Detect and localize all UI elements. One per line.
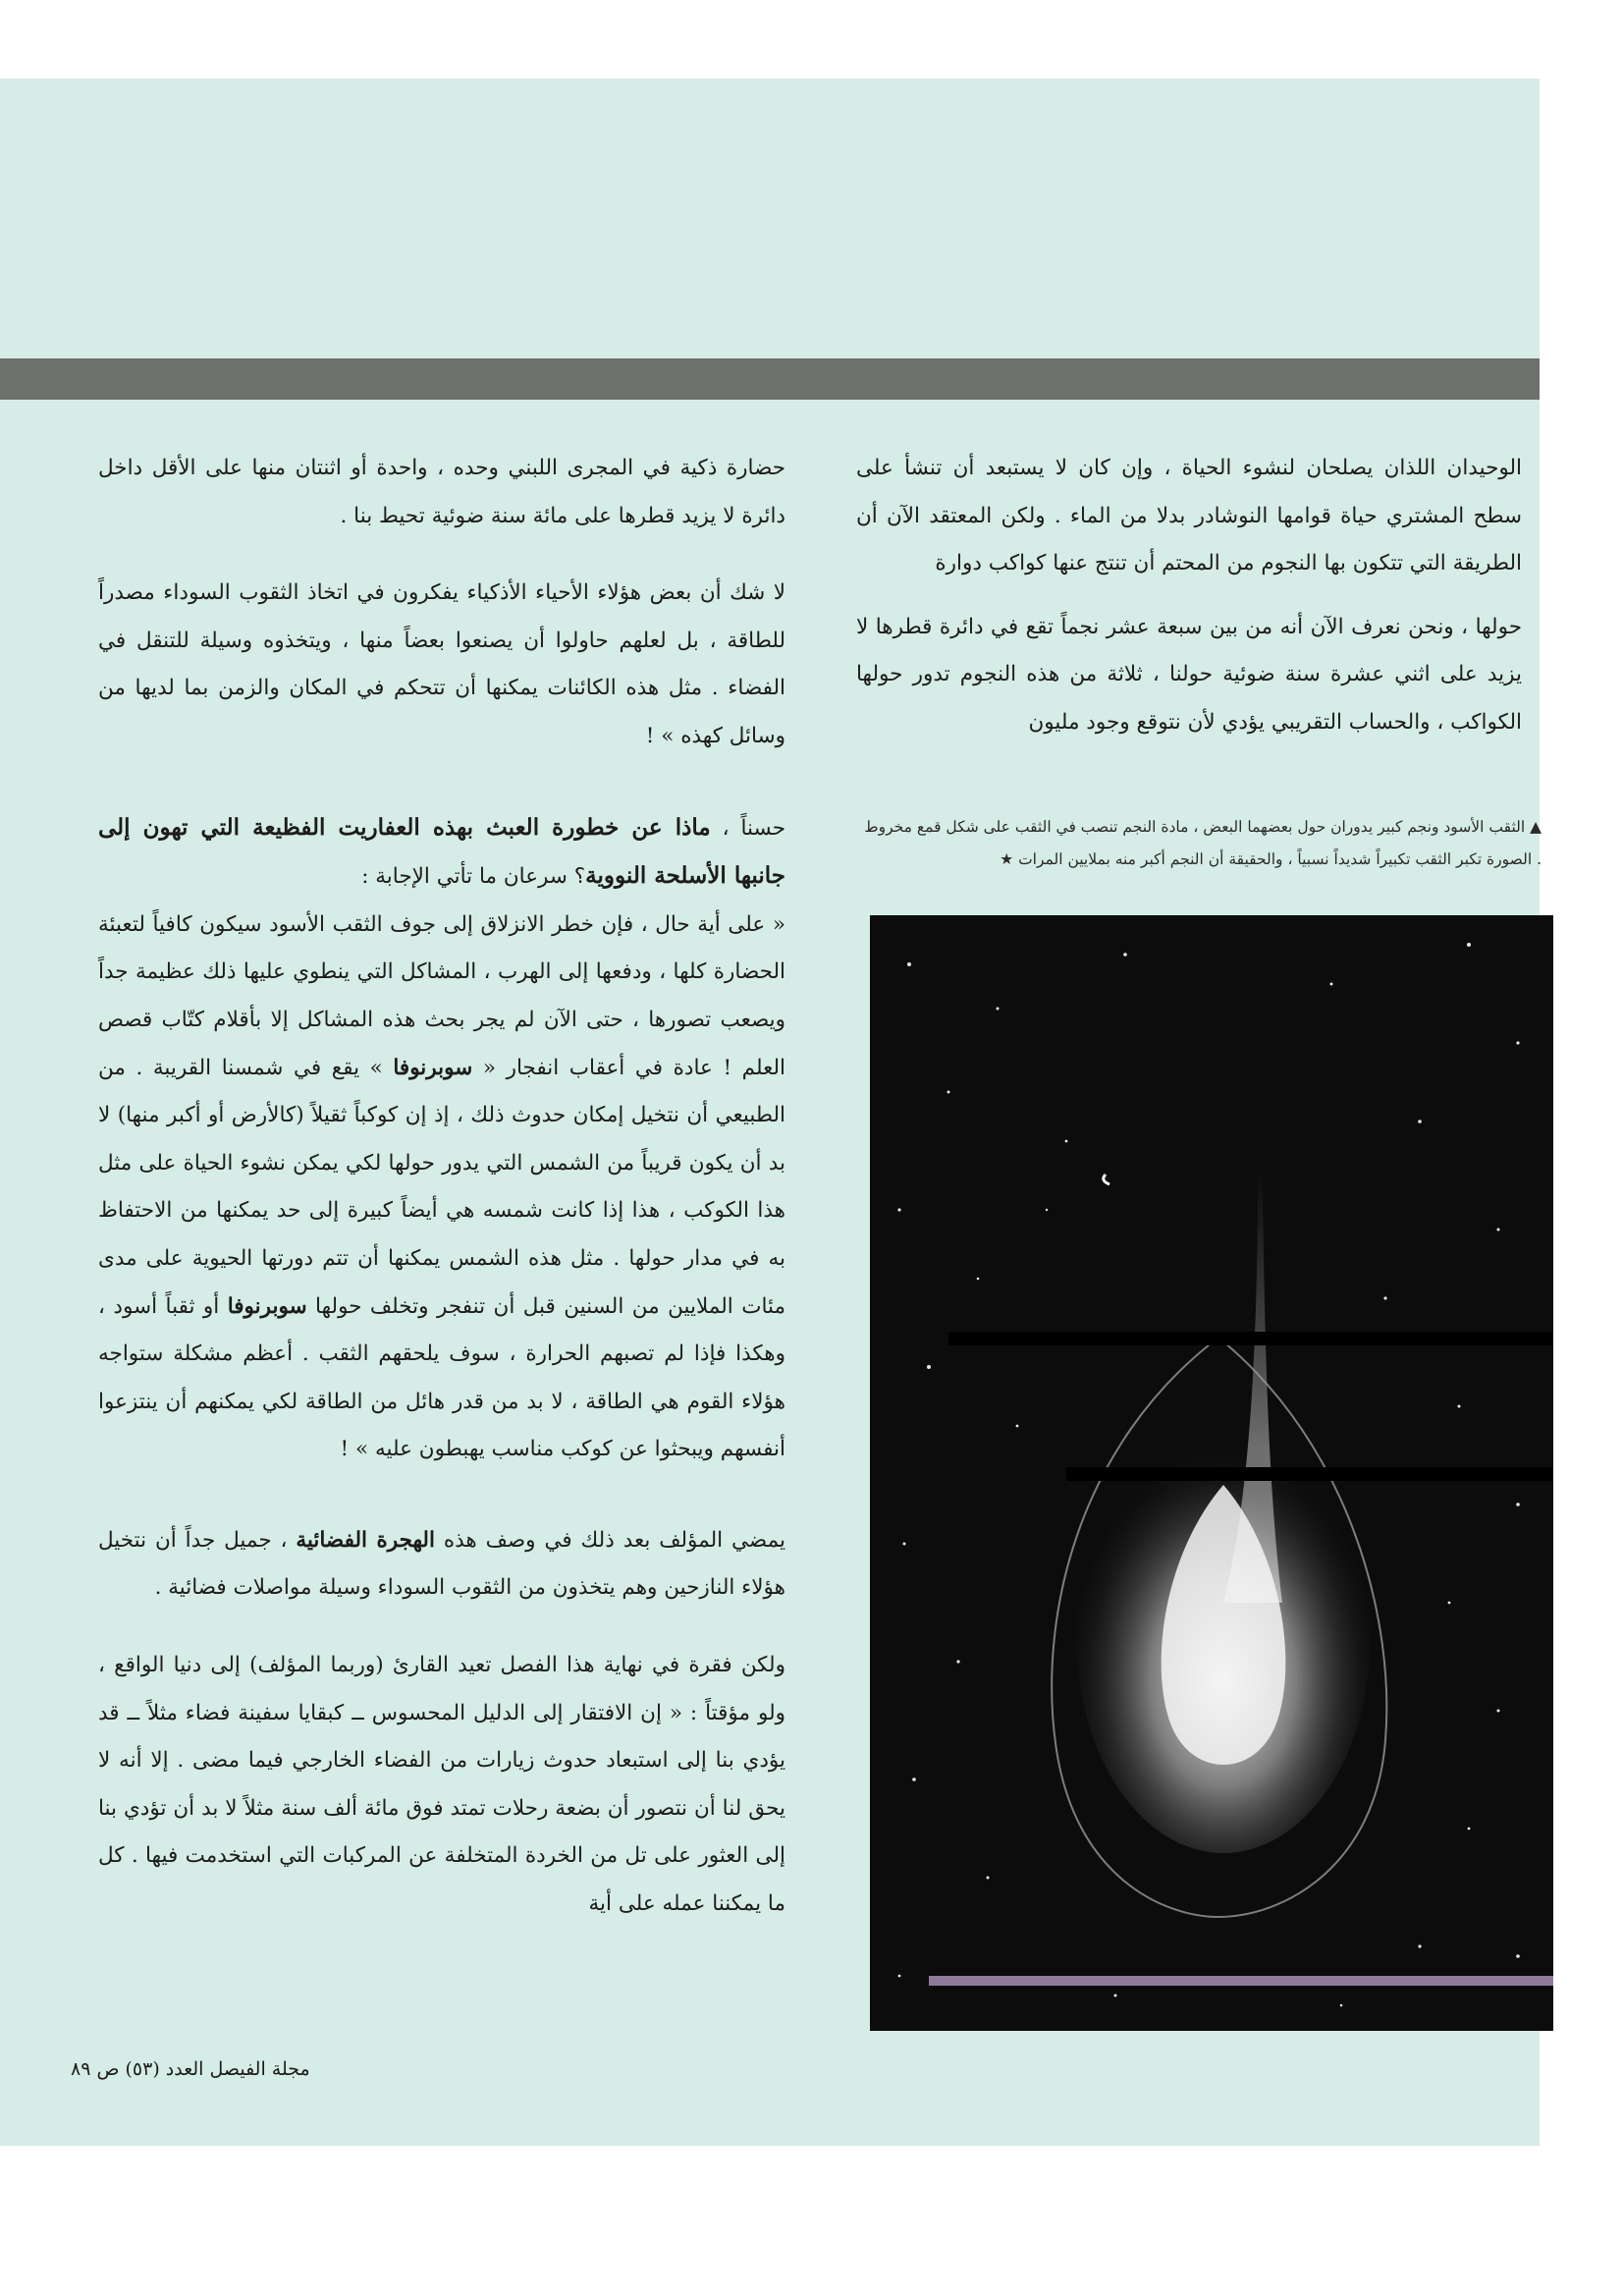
bold-question: ماذا عن خطورة العبث بهذه العفاريت الفظيعة التي تهون إلى جانبها الأسلحة النووية [98, 813, 785, 890]
paragraph: لا شك أن بعض هؤلاء الأحياء الأذكياء يفكرون في اتخاذ الثقوب السوداء مصدراً للطاقة ، بل لعلهم حاولوا أن يصنعوا بعضاً منها ، ويتخذوه وسيلة للتنقل في الفضاء . مثل هذه الكائنات يمكنها أن تتحكم في المكان والزمن بما لديها من وسائل كهذه » ! [98, 580, 785, 748]
paragraph: حولها ، ونحن نعرف الآن أنه من بين سبعة عشر نجماً تقع في دائرة قطرها لا يزيد على اثني عشرة سنة ضوئية حولنا ، ثلاثة من هذه النجوم تدور حولها الكواكب ، والحساب التقريبي يؤدي لأن نتوقع وجود مليون [856, 614, 1522, 735]
bold-term: سوبرنوفا [393, 1055, 473, 1080]
bold-term: سوبرنوفا [227, 1293, 307, 1319]
paragraph-text: يمضي المؤلف بعد ذلك في وصف هذه [434, 1527, 785, 1553]
paragraph-text: أو ثقباً أسود ، وهكذا فإذا لم تصبهم الحرارة ، سوف يلحقهم الثقب . أعظم مشكلة ستواجه هؤلاء القوم هي الطاقة ، لا بد من قدر هائل من الطاقة لكي يمكنهم أن ينتزعوا أنفسهم ويبحثوا عن كوكب مناسب يهبطون عليه » ! [98, 1293, 785, 1462]
black-hole-drawing [870, 915, 1553, 2031]
scan-artifact [948, 1332, 1553, 1345]
paragraph-text: « على أية حال ، فإن خطر الانزلاق إلى جوف الثقب الأسود سيكون كافياً لتعبئة الحضارة كلها ، ودفعها إلى الهرب ، المشاكل التي ينطوي عليها ذلك عظيمة جداً ويصعب تصورها ، حتى الآن لم يجر بحث هذه المشاكل إلا بأقلام كتّاب قصص العلم ! عادة في أعقاب انفجار « [98, 911, 785, 1080]
crescent-moon [1104, 1175, 1109, 1184]
paragraph [98, 804, 785, 902]
scan-artifact [929, 1976, 1553, 1986]
paragraph-text: ، جميل جداً أن نتخيل هؤلاء النازحين وهم يتخذون من الثقوب السوداء وسيلة مواصلات فضائية . [98, 1527, 785, 1601]
paragraph: الوحيدان اللذان يصلحان لنشوء الحياة ، وإن كان لا يستبعد أن تنشأ على سطح المشتري حياة قوامها النوشادر بدلا من الماء . ولكن المعتقد الآن أن الطريقة التي تتكون بها النجوم من المحتم أن تنتج عنها كواكب دوارة [856, 456, 1522, 576]
paragraph-text: ؟ سرعان ما تأتي الإجابة : [361, 864, 586, 890]
right-column [856, 445, 1522, 747]
paragraph: ولكن فقرة في نهاية هذا الفصل تعيد القارئ (وربما المؤلف) إلى دنيا الواقع ، ولو مؤقتاً : « إن الافتقار إلى الدليل المحسوس ــ كبقايا سفينة فضاء مثلاً ــ قد يؤدي بنا إلى استبعاد حدوث زيارات من الفضاء الخارجي فيما مضى . إلا أنه لا يحق لنا أن نتصور أن بضعة رحلات تمتد فوق مائة ألف سنة مثلاً لا بد أن تؤدي بنا إلى العثور على تل من الخردة المتخلفة عن المركبات التي استخدمت فيها . كل ما يمكننا عمله على أية [98, 1653, 785, 1917]
scan-artifact [1066, 1467, 1553, 1481]
image-caption: ▲ الثقب الأسود ونجم كبير يدوران حول بعضهما البعض ، مادة النجم تنصب في الثقب على شكل قمع مخروط . الصورة تكبر الثقب تكبيراً شديداً نسبياً ، والحقيقة أن النجم أكبر منه بملايين المرات ★ [864, 818, 1542, 868]
paragraph-text: » يقع في شمسنا القريبة . من الطبيعي أن نتخيل إمكان حدوث ذلك ، إذ إن كوكباً ثقيلاً (كالأرض أو أكبر منها) لا بد أن يكون قريباً من الشمس التي يدور حولها لكي يمكن نشوء الحياة على مثل هذا الكوكب ، هذا إذا كانت شمسه هي أيضاً كبيرة إلى حد يمكنها من الاحتفاظ به في مدار حولها . مثل هذه الشمس يمكنها أن تتم دورتها الحيوية على مدى مئات الملايين من السنين قبل أن تنفجر وتخلف حولها [98, 1055, 785, 1319]
bold-term: الهجرة الفضائية [296, 1527, 435, 1553]
black-hole-illustration [870, 915, 1553, 2031]
left-column [98, 445, 785, 1929]
paragraph [98, 902, 785, 1474]
page-footer: مجلة الفيصل العدد (٥٣) ص ٨٩ [71, 2058, 310, 2080]
header-band [0, 358, 1540, 400]
paragraph: حضارة ذكية في المجرى اللبني وحده ، واحدة أو اثنتان منها على الأقل داخل دائرة لا يزيد قطرها على مائة سنة ضوئية تحيط بنا . [98, 456, 785, 528]
paragraph [98, 1517, 785, 1613]
paragraph-text: حسناً ، [710, 815, 786, 841]
